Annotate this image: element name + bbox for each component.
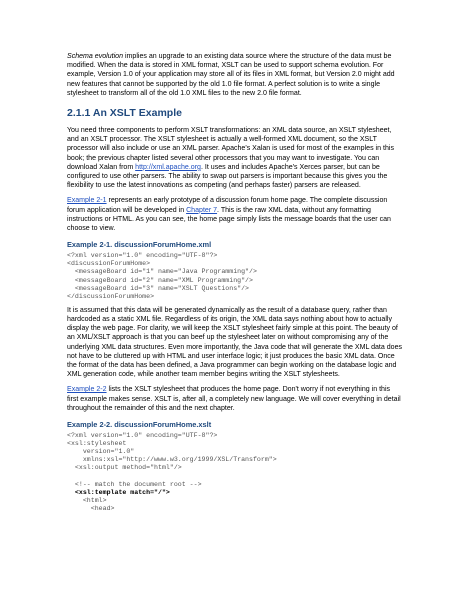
document-page [67, 52, 403, 518]
code-line: version="1.0" [67, 448, 135, 456]
example-2-1-link[interactable]: Example 2-1 [67, 197, 107, 205]
code-line: <messageBoard id="1" name="Java Programming"/> [67, 268, 257, 276]
para2-text-a: represents an early prototype of a discussion forum home page. The complete discussion forum application will be developed in [67, 197, 388, 214]
code-line: <?xml version="1.0" encoding="UTF-8"?> [67, 252, 218, 260]
chapter-7-link[interactable]: Chapter 7 [186, 206, 218, 214]
example-2-2-code [67, 432, 403, 513]
code-line: <html> [67, 496, 107, 504]
code-line: <!-- match the document root --> [67, 480, 202, 488]
intro-text: implies an upgrade to an existing data source where the structure of the data must be modified. When the data is stored in XML format, XSLT can be used to support schema evolution. For example, Version 1.0 of your application may store all of its files in XML format, but Version 2.0 might add new features that cannot be supported by the old 1.0 file format. A perfect solution is to write a single stylesheet to transform all of the old 1.0 XML files to the new 2.0 file format. [67, 53, 395, 97]
intro-lead-term: Schema evolution [67, 53, 124, 60]
example-2-2-title: Example 2-2. discussionForumHome.xslt [67, 420, 212, 430]
code-line: <messageBoard id="3" name="XSLT Questions"/> [67, 284, 250, 292]
code-line: </discussionForumHome> [67, 292, 155, 300]
code-line: <?xml version="1.0" encoding="UTF-8"?> [67, 432, 218, 440]
code-line: <head> [67, 504, 115, 512]
section-heading: 2.1.1 An XSLT Example [67, 107, 182, 120]
code-line: <messageBoard id="2" name="XML Programming"/> [67, 276, 253, 284]
code-line-bold: <xsl:template match="/"> [67, 488, 170, 496]
paragraph-prototype [67, 196, 403, 233]
code-line: xmlns:xsl="http://www.w3.org/1999/XSL/Transform"> [67, 456, 277, 464]
para4-text: lists the XSLT stylesheet that produces the home page. Don't worry if not everything in this first example makes sense. XSLT is, after all, a completely new language. We will cover everything in detail throughout the remainder of this and the next chapter. [67, 386, 401, 412]
paragraph-stylesheet-intro [67, 385, 403, 413]
code-line: <xsl:stylesheet [67, 440, 127, 448]
paragraph-dynamic-data: It is assumed that this data will be generated dynamically as the result of a database query, rather than hardcoded as a static XML file. Regardless of its origin, the XML data says nothing about how to actually display the web page. For clarity, we will keep the XSLT stylesheet fairly simple at this point. The beauty of an XML/XSLT approach is that you can beef up the stylesheet later on without compromising any of the underlying XML data structures. Even more importantly, the Java code that will generate the XML data does not have to be cluttered up with HTML and user interface logic; it just produces the basic XML data. Once the format of the data has been defined, a Java programmer can begin working on the database logic and XML generation code, while another team member begins writing the XSLT stylesheets. [67, 306, 403, 379]
code-line: <xsl:output method="html"/> [67, 464, 182, 472]
example-2-1-title: Example 2-1. discussionForumHome.xml [67, 240, 212, 250]
paragraph-components [67, 126, 403, 190]
xalan-download-link[interactable]: http://xml.apache.org [135, 163, 201, 171]
example-2-1-code [67, 252, 403, 301]
para1-text-a: You need three components to perform XSLT transformations: an XML data source, an XSLT stylesheet, and an XSLT processor. The XSLT stylesheet is actually a well-formed XML document, so the XSLT processor will also include or use an XML parser. Apache's Xalan is used for most of the examples in this book; the previous chapter listed several other processors that you may want to investigate. You can download Xalan from [67, 127, 394, 171]
para1-text-b: . It uses and includes Apache's Xerces parser, but can be configured to use other parsers. The ability to swap out parsers is important because this gives you the flexibility to use the latest innovations as competing (and perhaps faster) parsers are released. [67, 163, 388, 190]
intro-paragraph [67, 52, 403, 98]
code-line: <discussionForumHome> [67, 260, 151, 268]
para2-text-b: . This is the raw XML data, without any formatting instructions or HTML. As you can see, the home page simply lists the message boards that the user can choose to view. [67, 206, 391, 233]
example-2-2-link[interactable]: Example 2-2 [67, 386, 107, 394]
